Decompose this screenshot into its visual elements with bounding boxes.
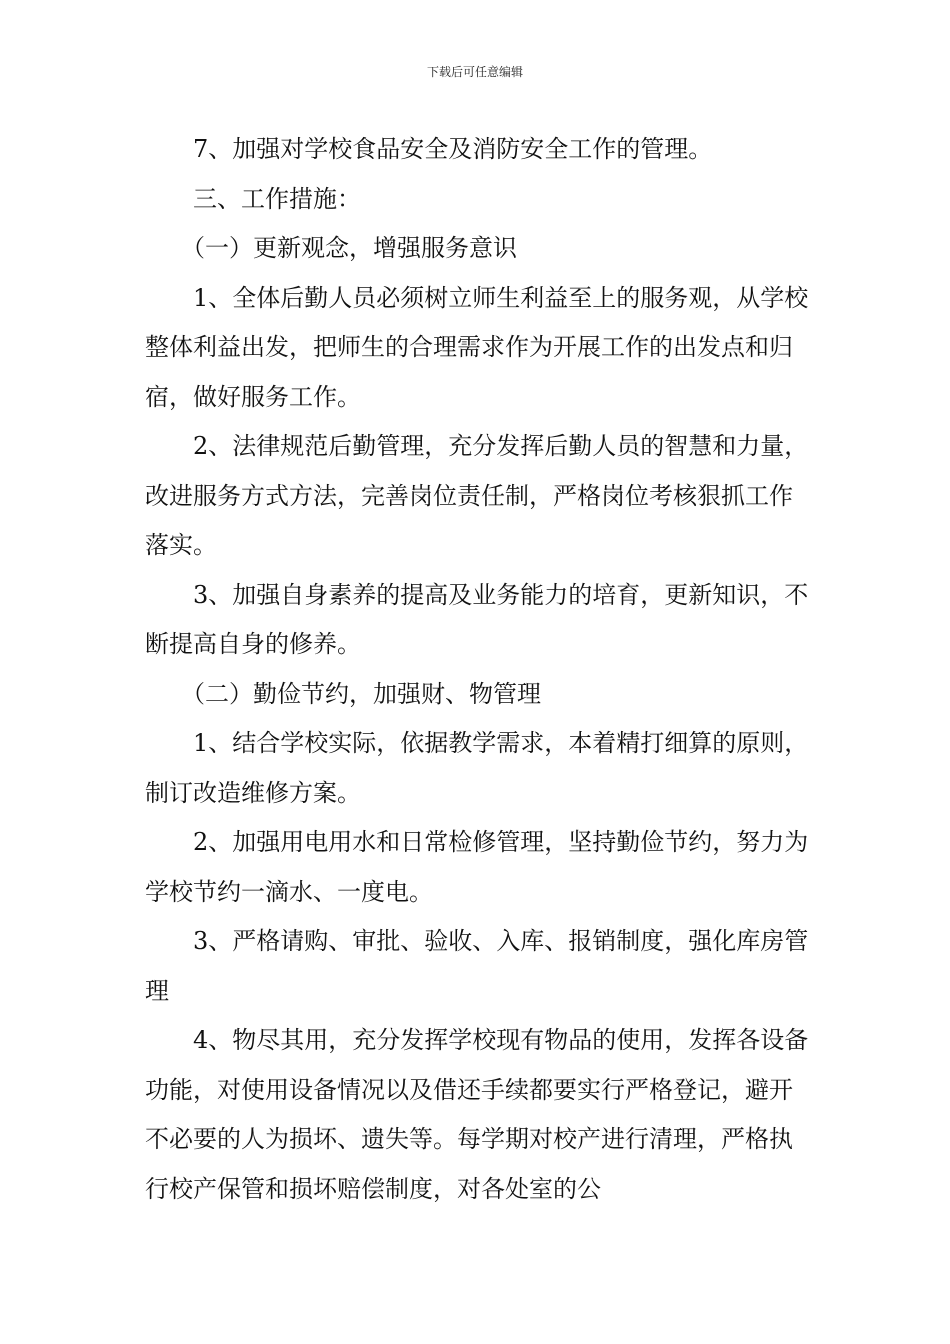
paragraph-thrift-item-4: 4、物尽其用，充分发挥学校现有物品的使用，发挥各设备功能，对使用设备情况以及借还手续都要实行严格登记，避开不必要的人为损坏、遗失等。每学期对校产进行清理，严格执行校产保管和损坏赔偿制度，对各处室的公 (145, 1026, 809, 1203)
paragraph-item-1: 1、全体后勤人员必须树立师生利益至上的服务观，从学校整体利益出发，把师生的合理需求作为开展工作的出发点和归宿，做好服务工作。 (145, 283, 809, 411)
paragraph-thrift-item-3: 3、严格请购、审批、验收、入库、报销制度，强化库房管理 (145, 927, 809, 1005)
paragraph-item-2: 2、法律规范后勤管理，充分发挥后勤人员的智慧和力量，改进服务方式方法，完善岗位责任制，严格岗位考核狠抓工作落实。 (145, 432, 809, 559)
paragraph-thrift-item-1: 1、结合学校实际，依据教学需求，本着精打细算的原则，制订改造维修方案。 (145, 729, 809, 807)
subsection-heading-service: （一）更新观念，增强服务意识 (181, 234, 517, 262)
paragraph-item-7: 7、加强对学校食品安全及消防安全工作的管理。 (193, 135, 713, 163)
paragraph-item-3: 3、加强自身素养的提高及业务能力的培育，更新知识，不断提高自身的修养。 (145, 580, 809, 658)
page-header-note: 下载后可任意编辑 (426, 65, 523, 79)
subsection-heading-thrift: （二）勤俭节约，加强财、物管理 (181, 679, 541, 708)
document-body (145, 125, 815, 1214)
paragraph-thrift-item-2: 2、加强用电用水和日常检修管理，坚持勤俭节约，努力为学校节约一滴水、一度电。 (145, 828, 809, 906)
section-heading-measures: 三、工作措施： (193, 184, 361, 213)
